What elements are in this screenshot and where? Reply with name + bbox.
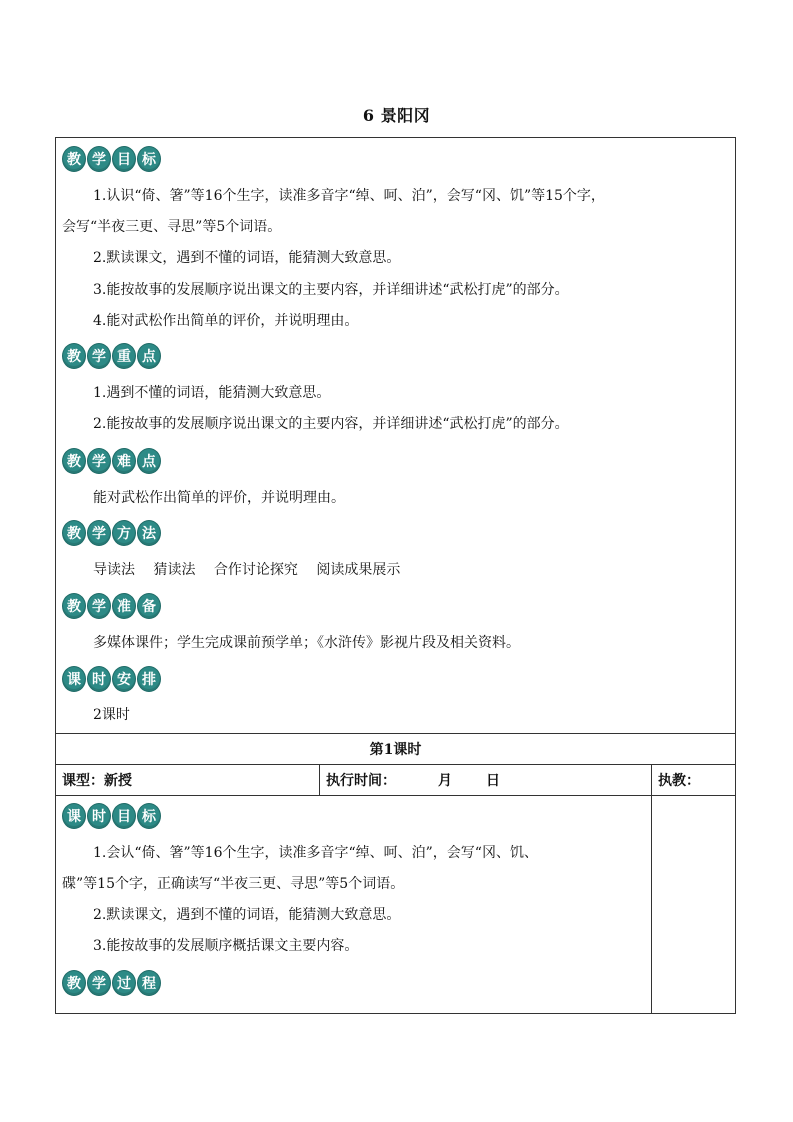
badge-char: 排: [137, 666, 161, 692]
methods-list: [93, 560, 414, 580]
table-divider: [56, 764, 735, 765]
section-badge-schedule: [62, 666, 161, 692]
lesson-plan-table: [55, 137, 736, 1014]
badge-char: 时: [87, 803, 111, 829]
badge-char: 法: [137, 520, 161, 546]
section-badge-preparation: [62, 593, 161, 619]
badge-char: 学: [87, 448, 111, 474]
badge-char: 安: [112, 666, 136, 692]
goal-item-3: 3.能按故事的发展顺序说出课文的主要内容，并详细讲述“武松打虎”的部分。: [93, 282, 569, 298]
page-title: 6 景阳冈: [362, 106, 431, 125]
badge-char: 点: [137, 448, 161, 474]
badge-char: 重: [112, 343, 136, 369]
badge-char: 学: [87, 970, 111, 996]
section-badge-lesson-goals: [62, 803, 161, 829]
badge-char: 学: [87, 343, 111, 369]
badge-char: 课: [62, 666, 86, 692]
method-item: 合作讨论探究: [213, 562, 298, 578]
execution-time-label: 执行时间：: [326, 773, 396, 789]
badge-char: 教: [62, 970, 86, 996]
section-badge-process: [62, 970, 161, 996]
badge-char: 教: [62, 448, 86, 474]
badge-char: 学: [87, 146, 111, 172]
badge-char: 课: [62, 803, 86, 829]
badge-char: 教: [62, 146, 86, 172]
key-point-item-2: 2.能按故事的发展顺序说出课文的主要内容，并详细讲述“武松打虎”的部分。: [93, 416, 569, 432]
section-badge-key-points: [62, 343, 161, 369]
section-badge-difficulties: [62, 448, 161, 474]
schedule-item-1: 2课时: [93, 707, 130, 723]
table-divider: [56, 795, 735, 796]
goal-item-1-cont: 会写“半夜三更、寻思”等5个词语。: [62, 219, 282, 235]
badge-char: 程: [137, 970, 161, 996]
goal-item-2: 2.默读课文，遇到不懂的词语，能猜测大致意思。: [93, 250, 401, 266]
lesson-goal-item-2: 2.默读课文，遇到不懂的词语，能猜测大致意思。: [93, 907, 401, 923]
badge-char: 方: [112, 520, 136, 546]
section-badge-methods: [62, 520, 161, 546]
table-divider: [651, 764, 652, 1013]
badge-char: 难: [112, 448, 136, 474]
goal-item-4: 4.能对武松作出简单的评价，并说明理由。: [93, 313, 359, 329]
badge-char: 时: [87, 666, 111, 692]
badge-char: 过: [112, 970, 136, 996]
badge-char: 标: [137, 146, 161, 172]
key-point-item-1: 1.遇到不懂的词语，能猜测大致意思。: [93, 385, 331, 401]
badge-char: 学: [87, 593, 111, 619]
badge-char: 学: [87, 520, 111, 546]
section-badge-goals: [62, 146, 161, 172]
badge-char: 教: [62, 343, 86, 369]
month-label: 月: [438, 773, 452, 789]
lesson-goal-item-3: 3.能按故事的发展顺序概括课文主要内容。: [93, 938, 359, 954]
table-divider: [56, 733, 735, 734]
difficulty-item-1: 能对武松作出简单的评价，并说明理由。: [93, 490, 345, 506]
badge-char: 教: [62, 520, 86, 546]
badge-char: 标: [137, 803, 161, 829]
table-divider: [319, 764, 320, 795]
day-label: 日: [486, 773, 500, 789]
method-item: 猜读法: [153, 562, 196, 578]
badge-char: 目: [112, 803, 136, 829]
lesson-goal-item-1-cont: 碟”等15个字，正确读写“半夜三更、寻思”等5个词语。: [62, 876, 405, 892]
preparation-item-1: 多媒体课件；学生完成课前预学单；《水浒传》影视片段及相关资料。: [93, 635, 520, 651]
goal-item-1: 1.认识“倚、箸”等16个生字，读准多音字“绰、呵、泊”，会写“冈、饥”等15个字，: [93, 188, 605, 204]
teacher-label: 执教：: [658, 773, 700, 789]
method-item: 阅读成果展示: [316, 562, 401, 578]
method-item: 导读法: [93, 562, 135, 578]
badge-char: 目: [112, 146, 136, 172]
lesson-heading: 第1课时: [369, 742, 422, 758]
badge-char: 准: [112, 593, 136, 619]
badge-char: 备: [137, 593, 161, 619]
badge-char: 教: [62, 593, 86, 619]
badge-char: 点: [137, 343, 161, 369]
lesson-goal-item-1: 1.会认“倚、箸”等16个生字，读准多音字“绰、呵、泊”，会写“冈、饥、: [93, 845, 538, 861]
lesson-type: 课型：新授: [62, 773, 132, 789]
